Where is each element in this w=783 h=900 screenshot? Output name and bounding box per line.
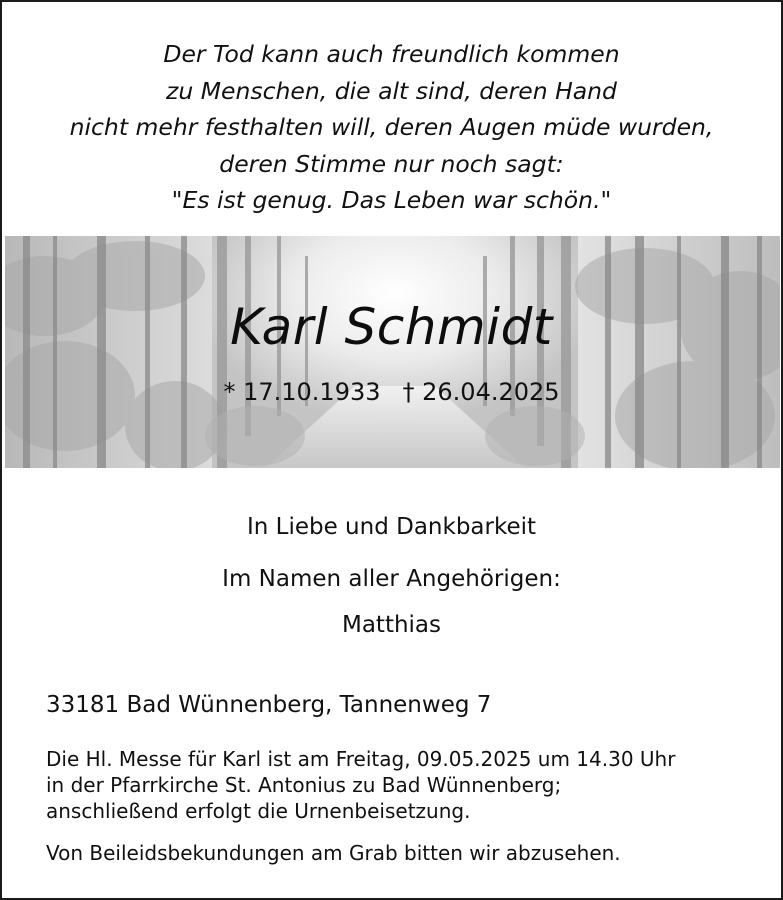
family-line: Im Namen aller Angehörigen:: [222, 566, 561, 592]
funeral-notice: [46, 746, 675, 824]
poem-line: Der Tod kann auch freundlich kommen: [163, 40, 620, 68]
condolence-notice: Von Beileidsbekundungen am Grab bitten wir abzusehen.: [46, 841, 621, 865]
death-date: † 26.04.2025: [402, 378, 560, 406]
closing-line: In Liebe und Dankbarkeit: [246, 514, 537, 540]
deceased-name: Karl Schmidt: [230, 298, 553, 356]
poem-line: zu Menschen, die alt sind, deren Hand: [166, 76, 617, 105]
poem-line: "Es ist genug. Das Leben war schön.": [171, 186, 612, 214]
notice-line: in der Pfarrkirche St. Antonius zu Bad Wünnenberg;: [46, 773, 562, 797]
life-dates: [2, 378, 781, 406]
notice-line: Die Hl. Messe für Karl ist am Freitag, 09.05.2025 um 14.30 Uhr: [46, 747, 676, 771]
poem-line: deren Stimme nur noch sagt:: [219, 149, 564, 178]
poem-line: nicht mehr festhalten will, deren Augen müde wurden,: [69, 113, 714, 141]
signer-name: Matthias: [341, 612, 442, 638]
birth-date: * 17.10.1933: [223, 378, 381, 406]
poem: [2, 36, 781, 219]
notice-line: anschließend erfolgt die Urnenbeisetzung.: [46, 799, 471, 823]
address: 33181 Bad Wünnenberg, Tannenweg 7: [46, 692, 492, 718]
